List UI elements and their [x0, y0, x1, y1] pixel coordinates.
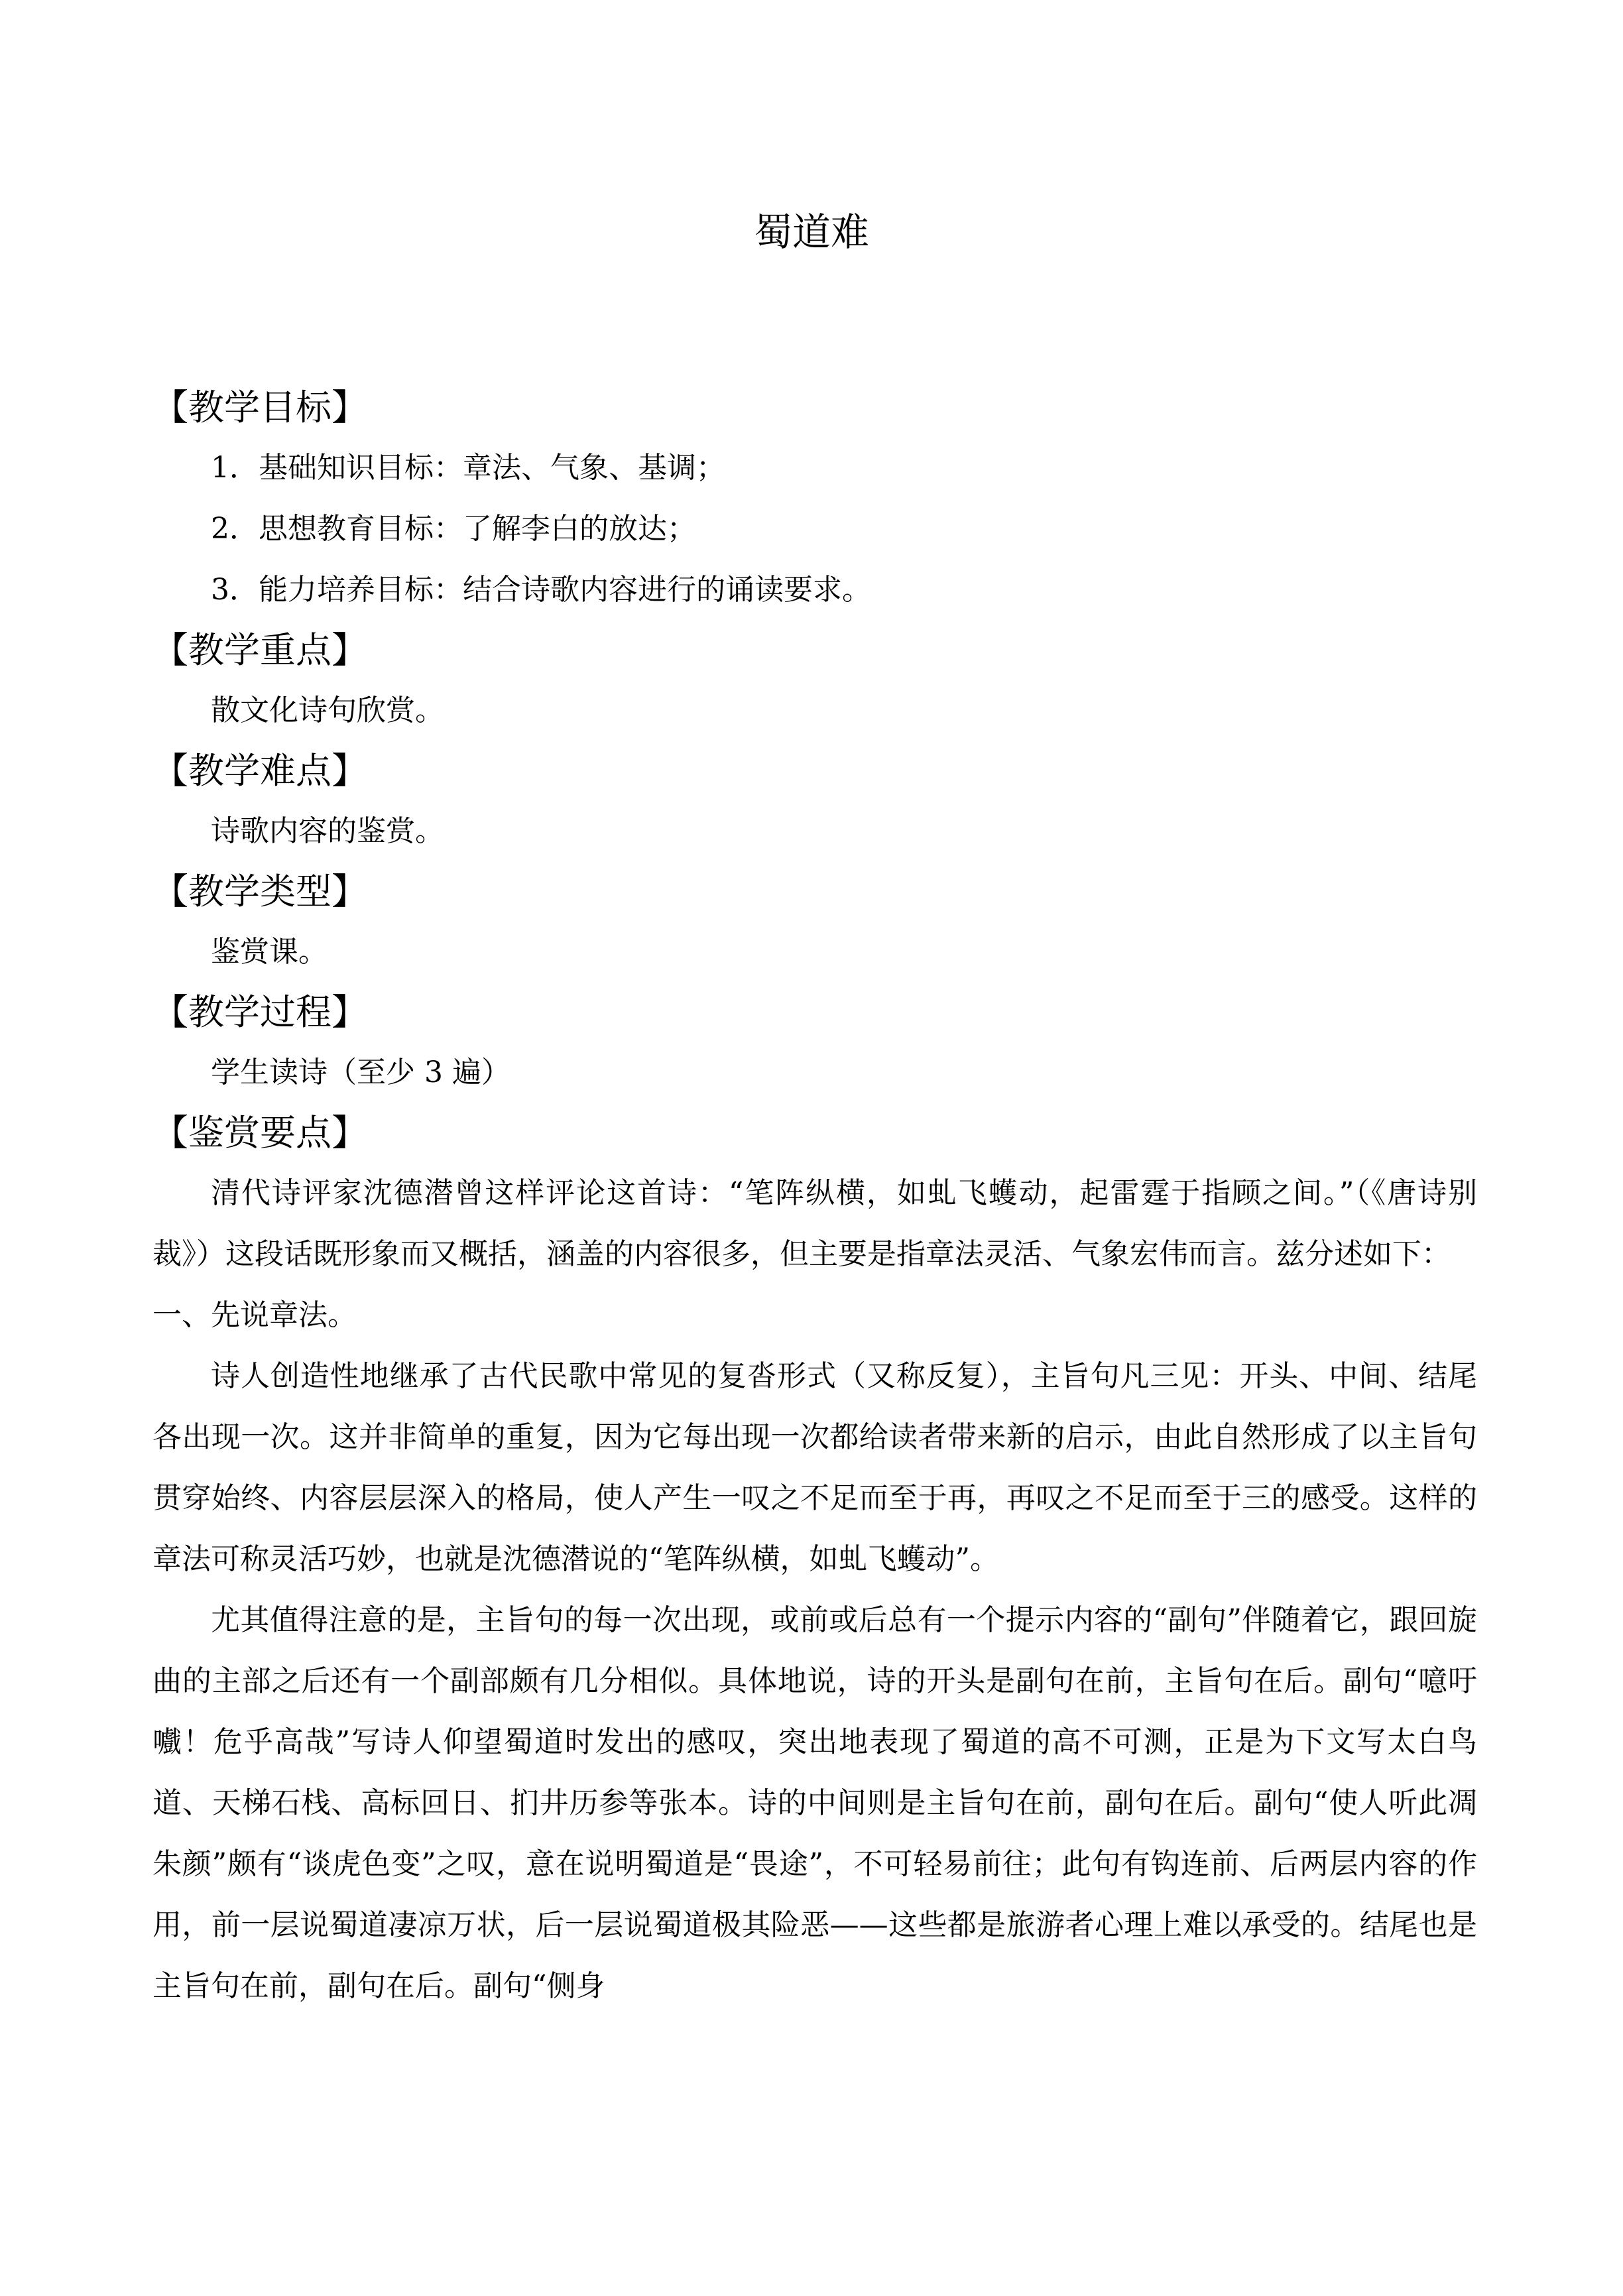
appreciation-paragraph-2: 尤其值得注意的是，主旨句的每一次出现，或前或后总有一个提示内容的“副句”伴随着它，跟回旋曲的主部之后还有一个副部颇有几分相似。具体地说，诗的开头是副句在前，主旨句在后。副句“噫吁嚱！危乎高哉”写诗人仰望蜀道时发出的感叹，突出地表现了蜀道的高不可测，正是为下文写太白鸟道、天梯石栈、高标回日、扪井历参等张本。诗的中间则是主旨句在前，副句在后。副句“使人听此凋朱颜”颇有“谈虎色变”之叹，意在说明蜀道是“畏途”，不可轻易前往；此句有钩连前、后两层内容的作用，前一层说蜀道凄凉万状，后一层说蜀道极其险恶——这些都是旅游者心理上难以承受的。结尾也是主旨句在前，副句在后。副句“侧身: [152, 1603, 1477, 2003]
goal-item-2: 2．思想教育目标：了解李白的放达；: [211, 512, 696, 546]
appreciation-paragraph-1: 诗人创造性地继承了古代民歌中常见的复沓形式（又称反复），主旨句凡三见：开头、中间、结尾各出现一次。这并非简单的重复，因为它每出现一次都给读者带来新的启示，由此自然形成了以主旨句贯穿始终、内容层层深入的格局，使人产生一叹之不足而至于再，再叹之不足而至于三的感受。这样的章法可称灵活巧妙，也就是沈德潜说的“笔阵纵横，如虬飞蠖动”。: [152, 1359, 1477, 1576]
teaching-process-text: 学生读诗（至少 3 遍）: [211, 1056, 511, 1089]
heading-teaching-goals: 【教学目标】: [152, 387, 367, 428]
heading-key-points: 【教学重点】: [152, 629, 367, 671]
difficulties-text: 诗歌内容的鉴赏。: [211, 814, 444, 848]
heading-appreciation-points: 【鉴赏要点】: [152, 1112, 367, 1154]
heading-difficulties: 【教学难点】: [152, 750, 367, 792]
key-points-text: 散文化诗句欣赏。: [211, 694, 444, 727]
appreciation-subheading: 一、先说章法。: [152, 1298, 357, 1332]
goal-item-3: 3．能力培养目标：结合诗歌内容进行的诵读要求。: [211, 573, 871, 607]
document-body: [152, 378, 1477, 2017]
heading-lesson-type: 【教学类型】: [152, 871, 367, 912]
heading-teaching-process: 【教学过程】: [152, 991, 367, 1033]
lesson-type-text: 鉴赏课。: [211, 935, 328, 969]
appreciation-intro-paragraph: 清代诗评家沈德潜曾这样评论这首诗：“笔阵纵横，如虬飞蠖动，起雷霆于指顾之间。”（《唐诗别裁》）这段话既形象而又概括，涵盖的内容很多，但主要是指章法灵活、气象宏伟而言。兹分述如下：: [152, 1176, 1477, 1271]
goal-item-1: 1．基础知识目标：章法、气象、基调；: [211, 451, 725, 485]
page-title: 蜀道难: [753, 210, 869, 255]
